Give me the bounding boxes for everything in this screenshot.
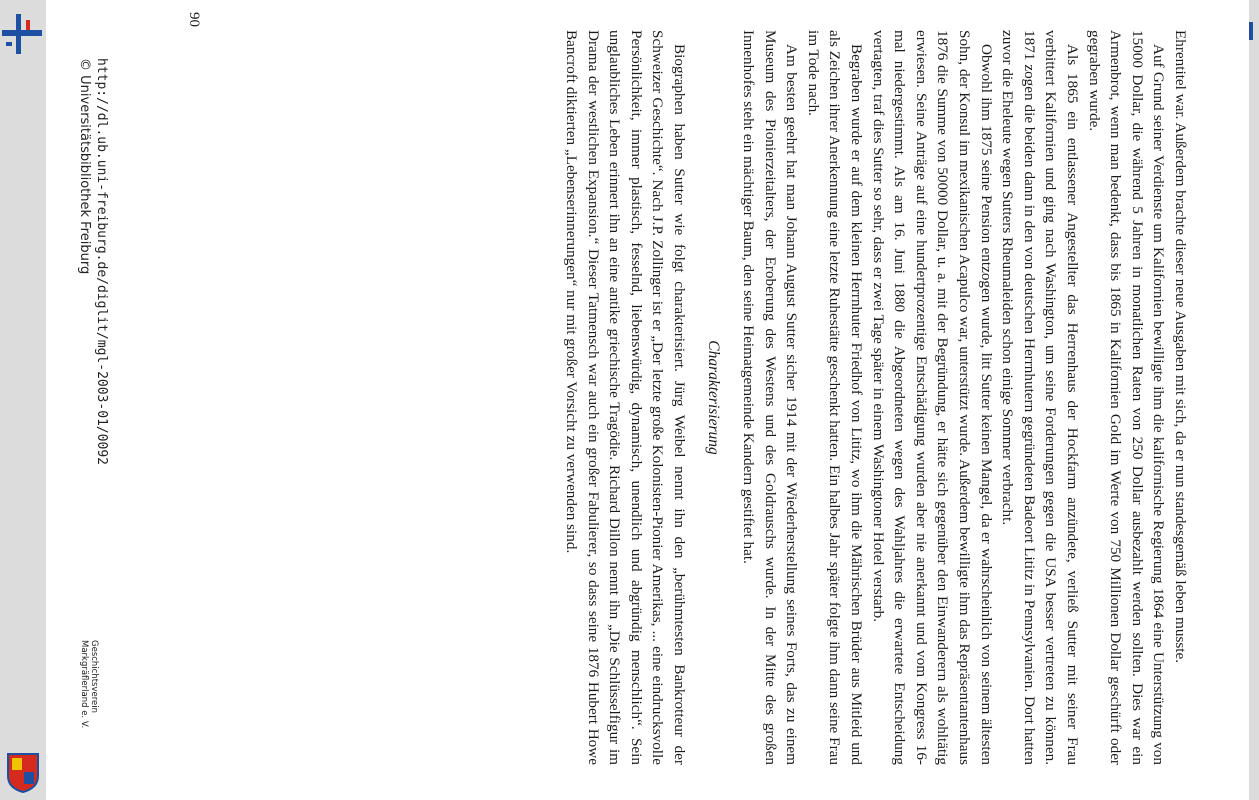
source-url[interactable]: http://dl.ub.uni-freiburg.de/diglit/mgl-2003-01/0092 bbox=[94, 58, 109, 465]
paragraph: Ehrentitel war. Außerdem brachte dieser neue Ausgaben mit sich, da er nun standesgemäß leben musste. bbox=[1172, 30, 1189, 664]
left-viewer-margin bbox=[0, 0, 46, 800]
paragraph: Obwohl ihm 1875 seine Pension entzogen wurde, litt Sutter keinen Mangel, da er wahrscheinlich von seinem ältesten Sohn, der Konsul im mexikanischen Acapulco war, unterstützt wurde. Außerdem bewilligte ihm das Repräsentantenhaus 1876 die Summe von 50000 Dollar, u. a. mit der Begründung, er hätte sich gegenüber den Einwanderern als wohltätig erwiesen. Seine Anträge auf eine hundertprozentige Entschädigung wurden aber nie anerkannt und vom Kongress 16-mal niedergestimmt. Als am 16. Juni 1880 die Abgeordneten wegen des Wahljahres die erwartete Entscheidung vertagten, traf dies Sutter so sehr, dass er zwei Tage später in einem Washingtoner Hotel verstarb. bbox=[869, 30, 995, 765]
paragraph: Auf Grund seiner Verdienste um Kalifornien bewilligte ihm die kalifornische Regierung 1864 eine Unterstützung von 15000 Dollar, die während 5 Jahren in monatlichen Raten von 250 Dollar ausbezahlt werden sollten. Dies war ein Armenbrot, wenn man bedenkt, dass bis 1865 in Kalifornien Gold im Werte von 750 Millionen Dollar geschürft oder gegraben wurde. bbox=[1085, 30, 1168, 765]
copyright-line: © Universitätsbibliothek Freiburg bbox=[77, 58, 92, 275]
rotated-page-content bbox=[46, 0, 1249, 800]
ub-freiburg-logo bbox=[2, 14, 42, 54]
society-coat-of-arms-icon bbox=[6, 752, 40, 794]
paragraph: Am besten geehrt hat man Johann August Sutter sicher 1914 mit der Wiederherstellung seines Forts, das zu einem Museum des Pionierzeitalters, der Eroberung des Westens und des Goldrauschs wurde. In der Mitte des großen Innenhofes steht ein mächtiger Baum, den seine Heimatgemeinde Kandern gestiftet hat. bbox=[740, 30, 801, 765]
paragraph: Als 1865 ein entlassener Angestellter das Herrenhaus der Hockfarm anzündete, verließ Sutter mit seiner Frau verbittert Kalifornien und ging nach Washington, um seine Forderungen gegen die USA besser vertreten zu können. 1871 zogen die beiden dann in den von deutschen Herrnhutern gegründeten Badeort Lititz in Pennsylvanien. Dort hatten zuvor die Eheleute wegen Sutters Rheumaleiden schon einige Sommer verbracht. bbox=[999, 30, 1082, 765]
society-name-line: Markgräflerland e. V. bbox=[79, 640, 89, 729]
society-name bbox=[79, 640, 99, 728]
document-page bbox=[46, 0, 1249, 800]
paragraph: Biographen haben Sutter wie folgt charakterisiert. Jürg Weibel nennt ihn den „berühmtesten Bankrotteur der Schweizer Geschichte“. Nach J.P. Zollinger ist er „Der letzte große Kolonisten-Pionier Amerikas, ... eine eindrucksvolle Persönlichkeit, immer plastisch, fesselnd, liebenswürdig, dynamisch, unendlich und abgründig menschlich“. Sein unglaubliches Leben erinnert ihn an eine antike griechische Tragödie. Richard Dillon nennt ihn „Die Schlüsselfigur im Drama der westlichen Expansion.“ Dieser Tatmensch war auch ein großer Fabulierer, so dass seine 1876 Hubert Howe Bancroft diktierten „Lebenserinnerungen“ nur mit großer Vorsicht zu verwenden sind. bbox=[562, 30, 688, 765]
society-name-line: Geschichtsverein bbox=[89, 640, 99, 714]
right-viewer-margin bbox=[1249, 0, 1259, 800]
text-column bbox=[560, 30, 1191, 765]
page-number: 90 bbox=[186, 12, 202, 27]
paragraph: Begraben wurde er auf dem kleinen Herrnhuter Friedhof von Lititz, wo ihm die Mährischen Brüder aus Mitleid und als Zeichen ihrer Anerkennung eine letzte Ruhestätte geschenkt hatten. Ein halbes Jahr später folgte ihm dann seine Frau im Tode nach. bbox=[804, 30, 866, 765]
section-heading: Charakterisierung bbox=[704, 340, 722, 455]
